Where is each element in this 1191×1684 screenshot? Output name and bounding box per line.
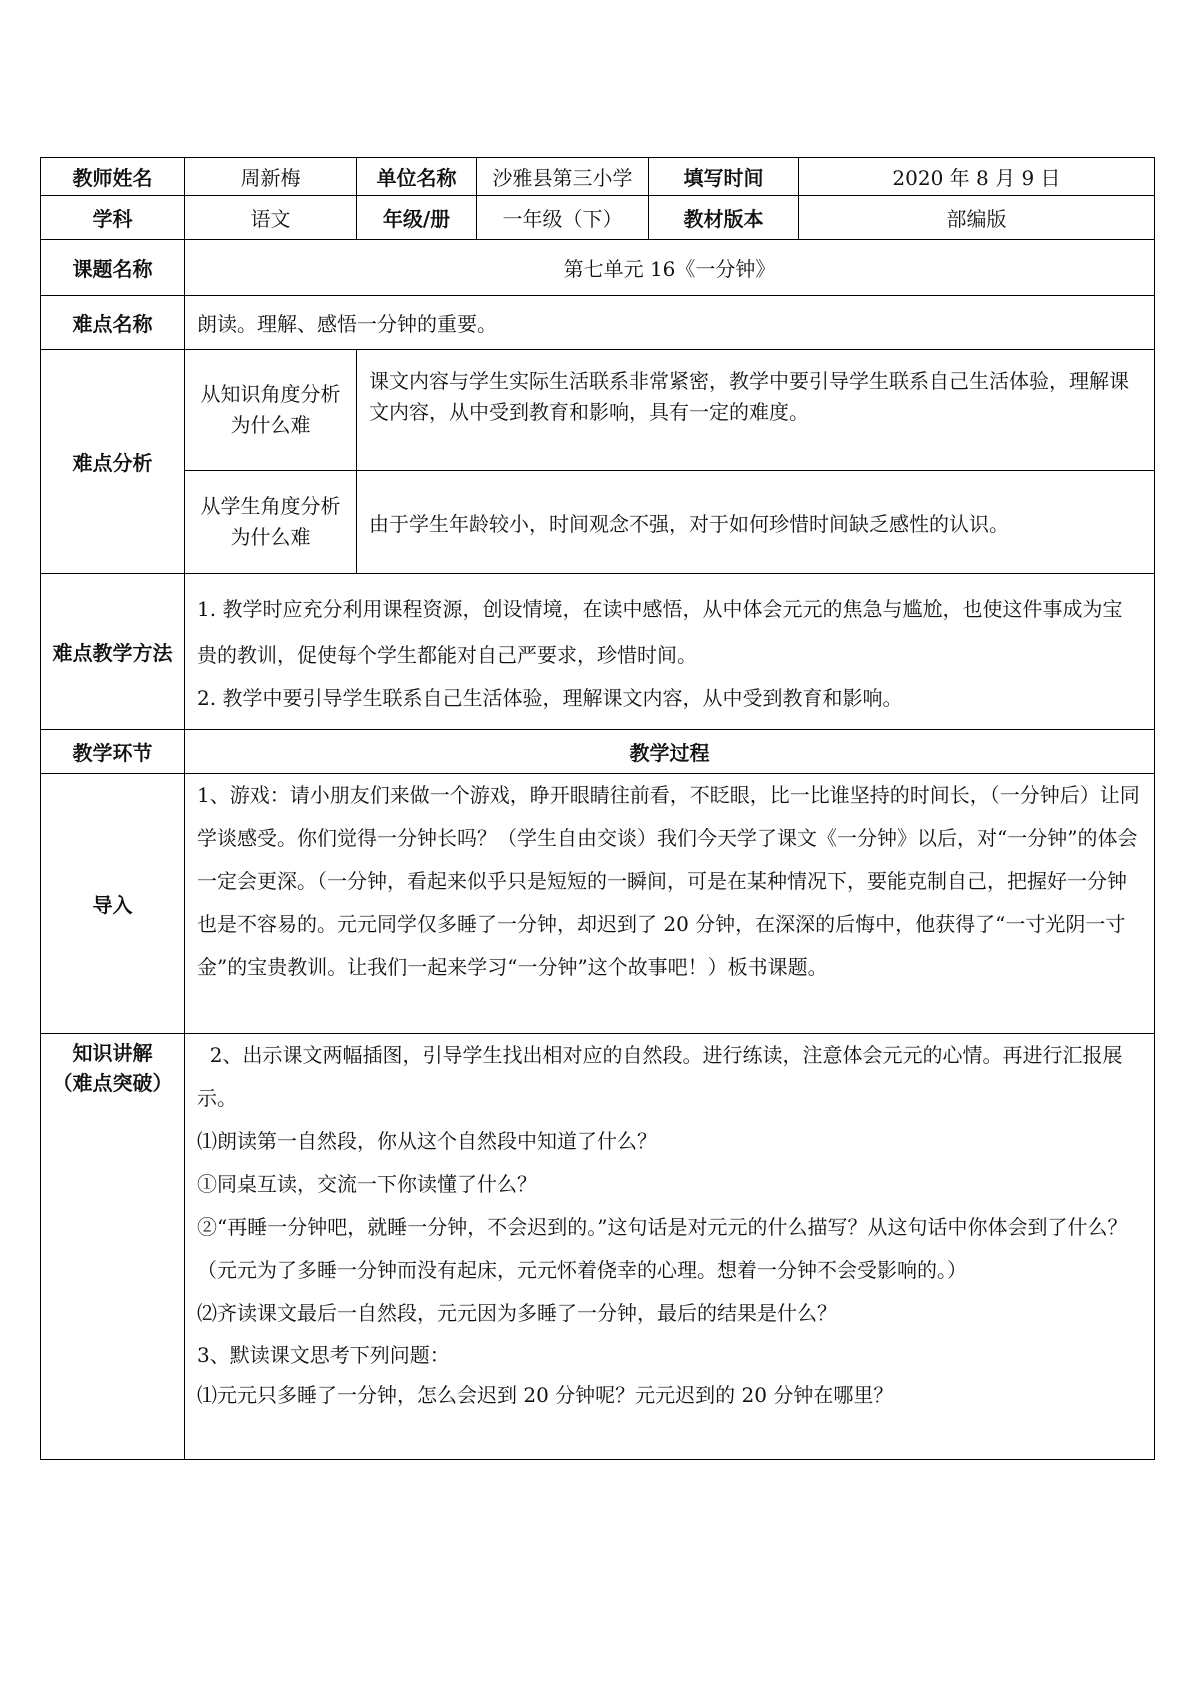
teacher-value: 周新梅 [185,158,357,196]
method-item-2: 2. 教学中要引导学生联系自己生活体验，理解课文内容，从中受到教育和影响。 [197,685,903,710]
knowledge-label-line2: （难点突破） [52,1071,173,1095]
method-content [185,574,1155,730]
process-header-row [41,730,1155,774]
knowledge-item-3: ①同桌互读，交流一下你读懂了什么？ [197,1172,537,1196]
knowledge-item-6: ⑵齐读课文最后一自然段，元元因为多睡了一分钟，最后的结果是什么？ [197,1301,837,1325]
intro-label: 导入 [41,774,185,1034]
header-row-1 [41,158,1155,196]
knowledge-item-8: ⑴元元只多睡了一分钟，怎么会迟到 20 分钟呢？元元迟到的 20 分钟在哪里？ [197,1383,894,1407]
method-row [41,574,1155,730]
grade-label: 年级/册 [357,196,477,240]
difficulty-row [41,296,1155,350]
difficulty-value: 朗读。理解、感悟一分钟的重要。 [185,296,1155,350]
subject-label: 学科 [41,196,185,240]
knowledge-angle-label: 从知识角度分析为什么难 [185,350,357,471]
date-label: 填写时间 [649,158,799,196]
knowledge-row [41,1034,1155,1460]
analysis-row-knowledge [41,350,1155,471]
topic-label: 课题名称 [41,240,185,296]
difficulty-label: 难点名称 [41,296,185,350]
grade-value: 一年级（下） [477,196,649,240]
topic-value: 第七单元 16《一分钟》 [185,240,1155,296]
unit-value: 沙雅县第三小学 [477,158,649,196]
student-angle-value: 由于学生年龄较小，时间观念不强，对于如何珍惜时间缺乏感性的认识。 [357,471,1155,574]
knowledge-angle-value: 课文内容与学生实际生活联系非常紧密，教学中要引导学生联系自己生活体验，理解课文内容，从中受到教育和影响，具有一定的难度。 [357,350,1155,471]
intro-text: 1、游戏：请小朋友们来做一个游戏，睁开眼睛往前看，不眨眼，比一比谁坚持的时间长，（一分钟后）让同学谈感受。你们觉得一分钟长吗？（学生自由交谈）我们今天学了课文《一分钟》以后，对“一分钟”的体会一定会更深。（一分钟，看起来似乎只是短短的一瞬间，可是在某种情况下，要能克制自己，把握好一分钟也是不容易的。元元同学仅多睡了一分钟，却迟到了 20 分钟，在深深的后悔中，他获得了“一寸光阴一寸金”的宝贵教训。让我们一起来学习“一分钟”这个故事吧！）板书课题。 [185,774,1155,1034]
unit-label: 单位名称 [357,158,477,196]
method-label: 难点教学方法 [41,574,185,730]
analysis-row-student [41,471,1155,574]
method-item-1: 1. 教学时应充分利用课程资源，创设情境，在读中感悟，从中体会元元的焦急与尴尬，也使这件事成为宝贵的教训，促使每个学生都能对自己严要求，珍惜时间。 [197,596,1123,667]
edition-label: 教材版本 [649,196,799,240]
header-row-2 [41,196,1155,240]
teacher-label: 教师姓名 [41,158,185,196]
knowledge-label-line1: 知识讲解 [72,1041,153,1065]
process-label: 教学过程 [185,730,1155,774]
knowledge-item-2: ⑴朗读第一自然段，你从这个自然段中知道了什么？ [197,1129,657,1153]
knowledge-item-1: 2、出示课文两幅插图，引导学生找出相对应的自然段。进行练读，注意体会元元的心情。再进行汇报展示。 [197,1043,1123,1110]
topic-row [41,240,1155,296]
edition-value: 部编版 [799,196,1155,240]
knowledge-item-7: 3、默读课文思考下列问题： [197,1343,450,1367]
date-value: 2020 年 8 月 9 日 [799,158,1155,196]
analysis-label: 难点分析 [41,350,185,574]
student-angle-label: 从学生角度分析为什么难 [185,471,357,574]
knowledge-content [185,1034,1155,1460]
subject-value: 语文 [185,196,357,240]
lesson-plan-table [40,157,1155,1460]
stage-label: 教学环节 [41,730,185,774]
intro-row [41,774,1155,1034]
knowledge-item-4: ②“再睡一分钟吧，就睡一分钟，不会迟到的。”这句话是对元元的什么描写？从这句话中你体会到了什么？ [197,1215,1128,1239]
knowledge-item-5: （元元为了多睡一分钟而没有起床，元元怀着侥幸的心理。想着一分钟不会受影响的。） [197,1258,967,1282]
knowledge-label [41,1034,185,1460]
